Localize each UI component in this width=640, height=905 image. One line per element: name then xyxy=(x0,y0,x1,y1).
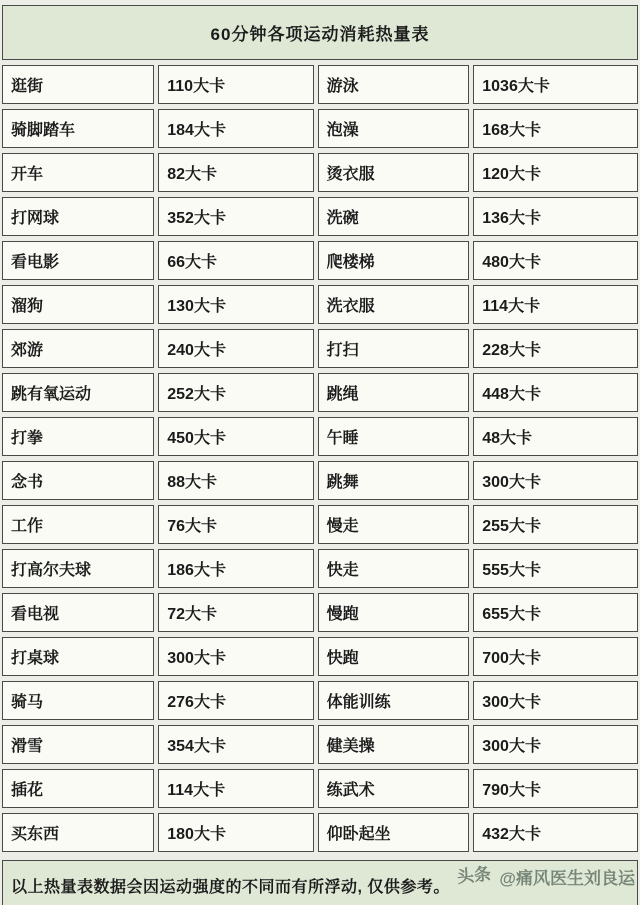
table-row xyxy=(2,813,638,852)
calories-cell: 136大卡 xyxy=(473,197,638,236)
activity-cell: 慢跑 xyxy=(318,593,470,632)
activity-cell: 慢走 xyxy=(318,505,470,544)
activity-cell: 看电视 xyxy=(2,593,154,632)
calories-cell: 480大卡 xyxy=(473,241,638,280)
calories-cell: 168大卡 xyxy=(473,109,638,148)
calories-cell: 82大卡 xyxy=(158,153,313,192)
calories-cell: 300大卡 xyxy=(473,681,638,720)
activity-cell: 洗碗 xyxy=(318,197,470,236)
watermark-author: @痛风医生刘良运 xyxy=(499,869,635,888)
activity-cell: 看电影 xyxy=(2,241,154,280)
calories-cell: 228大卡 xyxy=(473,329,638,368)
activity-cell: 泡澡 xyxy=(318,109,470,148)
calories-cell: 700大卡 xyxy=(473,637,638,676)
calories-cell: 790大卡 xyxy=(473,769,638,808)
activity-cell: 快跑 xyxy=(318,637,470,676)
table-row xyxy=(2,461,638,500)
calories-cell: 354大卡 xyxy=(158,725,313,764)
activity-cell: 开车 xyxy=(2,153,154,192)
activity-cell: 爬楼梯 xyxy=(318,241,470,280)
activity-cell: 念书 xyxy=(2,461,154,500)
calories-cell: 352大卡 xyxy=(158,197,313,236)
calories-cell: 180大卡 xyxy=(158,813,313,852)
activity-cell: 打高尔夫球 xyxy=(2,549,154,588)
calories-cell: 300大卡 xyxy=(473,725,638,764)
table-row xyxy=(2,505,638,544)
activity-cell: 插花 xyxy=(2,769,154,808)
calories-cell: 450大卡 xyxy=(158,417,313,456)
calories-cell: 76大卡 xyxy=(158,505,313,544)
table-row xyxy=(2,417,638,456)
activity-cell: 洗衣服 xyxy=(318,285,470,324)
table-row xyxy=(2,769,638,808)
activity-cell: 游泳 xyxy=(318,65,470,104)
activity-cell: 打网球 xyxy=(2,197,154,236)
footer-note: 以上热量表数据会因运动强度的不同而有所浮动, 仅供参考。 xyxy=(11,878,450,896)
activity-cell: 跳绳 xyxy=(318,373,470,412)
table-row xyxy=(2,109,638,148)
activity-cell: 打扫 xyxy=(318,329,470,368)
table-row xyxy=(2,725,638,764)
activity-cell: 逛街 xyxy=(2,65,154,104)
table-row xyxy=(2,681,638,720)
watermark xyxy=(457,864,635,889)
activity-cell: 跳有氧运动 xyxy=(2,373,154,412)
table-row xyxy=(2,65,638,104)
calories-cell: 252大卡 xyxy=(158,373,313,412)
table-row xyxy=(2,285,638,324)
calories-cell: 255大卡 xyxy=(473,505,638,544)
activity-cell: 健美操 xyxy=(318,725,470,764)
table-row xyxy=(2,329,638,368)
table-row xyxy=(2,593,638,632)
activity-cell: 烫衣服 xyxy=(318,153,470,192)
calories-cell: 300大卡 xyxy=(473,461,638,500)
calorie-table xyxy=(0,60,640,857)
table-title-bar xyxy=(2,5,638,60)
calories-cell: 114大卡 xyxy=(158,769,313,808)
activity-cell: 快走 xyxy=(318,549,470,588)
calories-cell: 186大卡 xyxy=(158,549,313,588)
activity-cell: 午睡 xyxy=(318,417,470,456)
calories-cell: 300大卡 xyxy=(158,637,313,676)
activity-cell: 打拳 xyxy=(2,417,154,456)
table-row xyxy=(2,549,638,588)
page-title: 60分钟各项运动消耗热量表 xyxy=(210,25,430,44)
activity-cell: 工作 xyxy=(2,505,154,544)
activity-cell: 跳舞 xyxy=(318,461,470,500)
calories-cell: 432大卡 xyxy=(473,813,638,852)
activity-cell: 仰卧起坐 xyxy=(318,813,470,852)
calories-cell: 48大卡 xyxy=(473,417,638,456)
activity-cell: 买东西 xyxy=(2,813,154,852)
activity-cell: 滑雪 xyxy=(2,725,154,764)
activity-cell: 郊游 xyxy=(2,329,154,368)
activity-cell: 溜狗 xyxy=(2,285,154,324)
calories-cell: 110大卡 xyxy=(158,65,313,104)
activity-cell: 骑马 xyxy=(2,681,154,720)
activity-cell: 打桌球 xyxy=(2,637,154,676)
calories-cell: 276大卡 xyxy=(158,681,313,720)
table-body xyxy=(2,65,638,852)
calories-cell: 184大卡 xyxy=(158,109,313,148)
calories-cell: 114大卡 xyxy=(473,285,638,324)
calories-cell: 448大卡 xyxy=(473,373,638,412)
calories-cell: 555大卡 xyxy=(473,549,638,588)
activity-cell: 练武术 xyxy=(318,769,470,808)
table-row xyxy=(2,637,638,676)
calories-cell: 88大卡 xyxy=(158,461,313,500)
calories-cell: 1036大卡 xyxy=(473,65,638,104)
table-row xyxy=(2,153,638,192)
calories-cell: 130大卡 xyxy=(158,285,313,324)
table-row xyxy=(2,373,638,412)
activity-cell: 体能训练 xyxy=(318,681,470,720)
calories-cell: 72大卡 xyxy=(158,593,313,632)
table-row xyxy=(2,197,638,236)
calories-cell: 655大卡 xyxy=(473,593,638,632)
calories-cell: 240大卡 xyxy=(158,329,313,368)
activity-cell: 骑脚踏车 xyxy=(2,109,154,148)
table-row xyxy=(2,241,638,280)
calories-cell: 66大卡 xyxy=(158,241,313,280)
toutiao-logo-text: 头条 xyxy=(455,864,492,887)
calories-cell: 120大卡 xyxy=(473,153,638,192)
